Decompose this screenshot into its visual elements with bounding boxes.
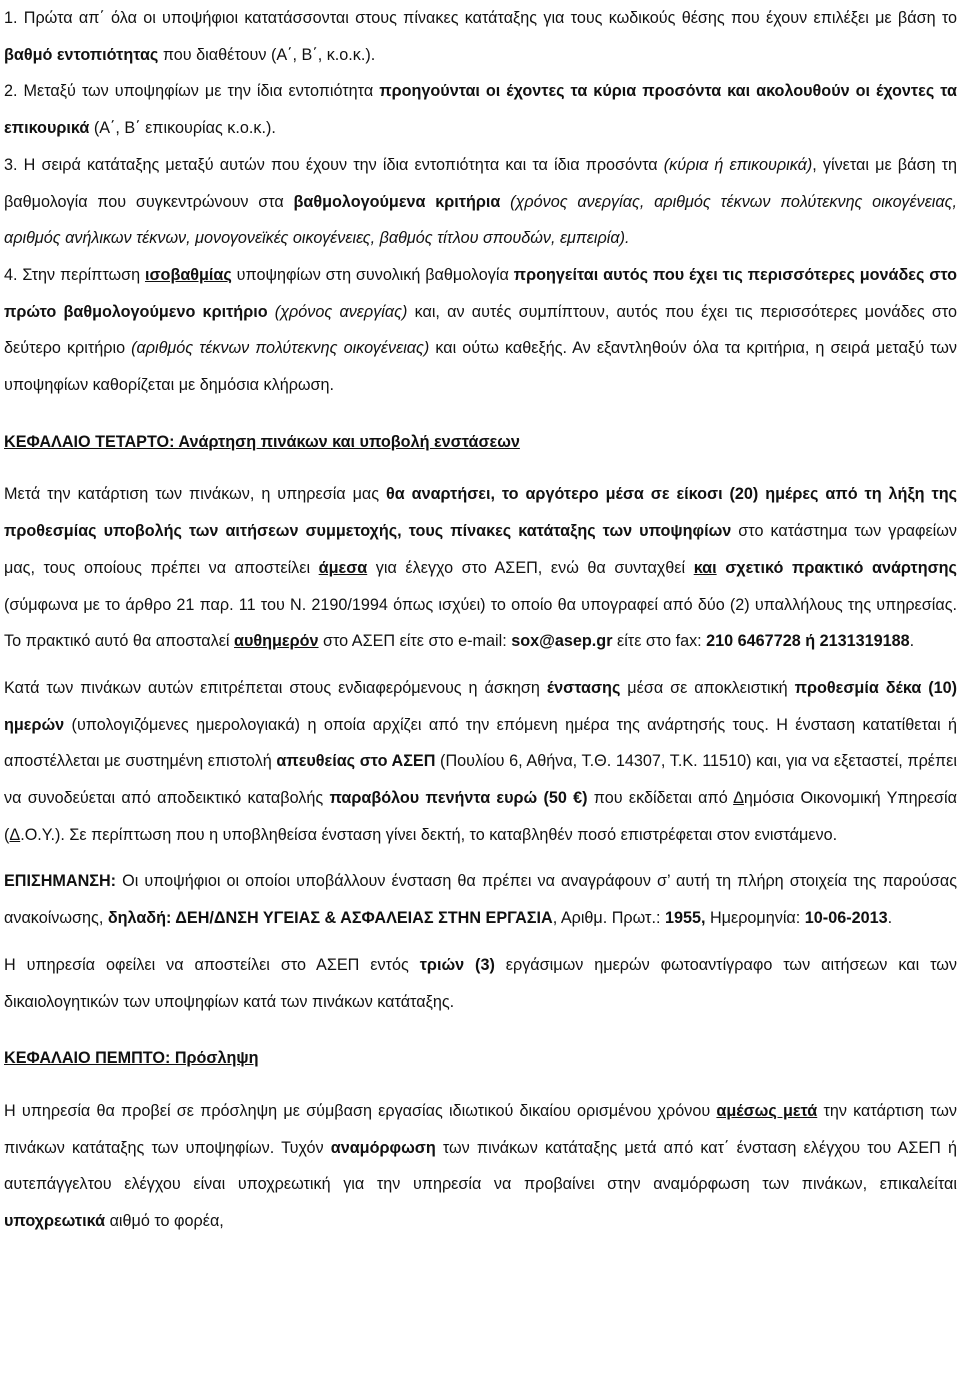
para-bold-text: αναμόρφωση bbox=[330, 1138, 436, 1157]
item-number: 2. bbox=[4, 82, 18, 101]
para-text: για έλεγχο στο ΑΣΕΠ, ενώ θα συνταχθεί bbox=[367, 558, 694, 577]
notice-label: ΕΠΙΣΗΜΑΝΣΗ: bbox=[4, 872, 117, 891]
para-text: .Ο.Υ.). Σε περίπτωση που η υποβληθείσα ένσταση γίνει δεκτή, το καταβληθέν ποσό επιστρέφεται στον ενιστάμενο. bbox=[20, 825, 838, 844]
fax-number: 210 6467728 ή 2131319188 bbox=[706, 632, 910, 651]
para-bold-underlined-text: άμεσα bbox=[318, 558, 368, 577]
para-underlined-letter: Δ bbox=[733, 789, 744, 808]
item-italic-text: (αριθμός τέκνων πολύτεκνης οικογένειας) bbox=[131, 339, 430, 358]
chapter-5-paragraph-1 bbox=[4, 1093, 957, 1240]
list-item-4 bbox=[4, 257, 957, 404]
para-text: Η υπηρεσία οφείλει να αποστείλει στο ΑΣΕΠ εντός bbox=[4, 955, 420, 974]
item-text: Μεταξύ των υποψηφίων με την ίδια εντοπιότητα bbox=[17, 82, 380, 101]
para-text: (υπολογιζόμενες ημερολογιακά) η οποία αρχίζει από την επόμενη ημέρα της ανάρτησής τους. Η ένσταση κατατίθεται ή αποστέλλεται με συστημένη επιστολή bbox=[4, 715, 957, 771]
item-number: 1. bbox=[4, 9, 18, 27]
para-text: στο ΑΣΕΠ είτε στο e-mail: bbox=[318, 632, 512, 651]
para-text: των πινάκων κατάταξης μετά από κατ΄ ένσταση ελέγχου του ΑΣΕΠ ή αυτεπάγγελτου ελέγχου είναι υποχρεωτική για την υπηρεσία να προβαίνει στην αναμόρφωση των πινάκων, επικαλείται bbox=[4, 1138, 957, 1194]
item-text: (Α΄, Β΄ επικουρίας κ.ο.κ.). bbox=[89, 119, 276, 138]
para-text: που εκδίδεται από bbox=[587, 789, 734, 808]
para-text: μέσα σε αποκλειστική bbox=[620, 678, 795, 697]
para-text: . bbox=[909, 632, 915, 651]
para-text: Ημερομηνία: bbox=[705, 909, 805, 928]
para-text: την κατάρτιση των πινάκων κατάταξης των υποψηφίων. Τυχόν bbox=[4, 1101, 958, 1157]
para-bold-text: δηλαδή: ΔΕΗ/ΔΝΣΗ ΥΓΕΙΑΣ & ΑΣΦΑΛΕΙΑΣ ΣΤΗΝ ΕΡΓΑΣΙΑ bbox=[107, 909, 553, 928]
para-bold-underlined-text: αμέσως μετά bbox=[716, 1101, 818, 1120]
para-bold-text: ένστασης bbox=[546, 678, 621, 697]
para-text: . bbox=[887, 909, 893, 928]
para-text: στο κατάστημα των γραφείων μας, τους οποίους πρέπει να αποστείλει bbox=[4, 522, 957, 577]
item-italic-text: (κύρια ή επικουρικά) bbox=[663, 155, 813, 174]
para-bold-text: απευθείας στο ΑΣΕΠ bbox=[276, 752, 436, 771]
para-text: Οι υποψήφιοι οι οποίοι υποβάλλουν ένσταση θα πρέπει να αναγράφουν σ’ αυτή τη πλήρη στοιχεία της παρούσας ανακοίνωσης, bbox=[4, 872, 957, 928]
para-text: εργάσιμων ημερών φωτοαντίγραφο των αιτήσεων και των δικαιολογητικών των υποψηφίων κατά των πινάκων κατάταξης. bbox=[4, 955, 958, 1011]
para-text: ημόσια Οικονομική Υπηρεσία ( bbox=[4, 789, 957, 844]
para-text: Μετά την κατάρτιση των πινάκων, η υπηρεσία μας bbox=[4, 485, 386, 504]
para-bold-text: τριών (3) bbox=[419, 955, 495, 974]
item-text: Πρώτα απ΄ όλα οι υποψήφιοι κατατάσσονται στους πίνακες κατάταξης για τους κωδικούς θέσης που έχουν επιλέξει με βάση το bbox=[17, 9, 957, 27]
item-bold-underlined-text: ισοβαθμίας bbox=[144, 265, 232, 284]
chapter-4-paragraph-1 bbox=[4, 476, 957, 660]
item-text: Η σειρά κατάταξης μεταξύ αυτών που έχουν την ίδια εντοπιότητα και τα ίδια προσόντα bbox=[17, 155, 664, 174]
para-text: Η υπηρεσία θα προβεί σε πρόσληψη με σύμβαση εργασίας ιδιωτικού δικαίου ορισμένου χρόνου bbox=[4, 1101, 717, 1120]
para-bold-text: παραβόλου πενήντα ευρώ (50 €) bbox=[329, 789, 588, 808]
item-text: Στην περίπτωση bbox=[17, 265, 145, 284]
list-item-3 bbox=[4, 147, 957, 257]
para-text: (σύμφωνα με το άρθρο 21 παρ. 11 του Ν. 2190/1994 όπως ισχύει) το οποίο θα υπογραφεί από δύο (2) υπαλλήλους της υπηρεσίας. Το πρακτικό αυτό θα αποσταλεί bbox=[4, 595, 957, 651]
email-address: sox@asep.gr bbox=[511, 632, 613, 651]
chapter-4-heading: ΚΕΦΑΛΑΙΟ ΤΕΤΑΡΤΟ: Ανάρτηση πινάκων και υποβολή ενστάσεων bbox=[4, 432, 520, 451]
item-italic-text: (χρόνος ανεργίας, αριθμός τέκνων πολύτεκνης οικογένειας, αριθμός ανήλικων τέκνων, μονογονεϊκές οικογένειες, βαθμός τίτλου σπουδών, εμπειρία). bbox=[4, 192, 958, 248]
item-number: 4. bbox=[4, 265, 18, 284]
para-text: Κατά των πινάκων αυτών επιτρέπεται στους ενδιαφερόμενους η άσκηση bbox=[4, 678, 547, 697]
notice-paragraph bbox=[4, 863, 957, 936]
item-text: , γίνεται με βάση τη βαθμολογία που συγκεντρώνουν στα bbox=[4, 155, 957, 211]
para-text: αιθμό το φορέα, bbox=[105, 1212, 224, 1231]
item-bold-text: βαθμό εντοπιότητας bbox=[4, 45, 159, 64]
para-bold-text: σχετικό πρακτικό ανάρτησης bbox=[725, 558, 957, 577]
para-bold-text: προθεσμία δέκα (10) ημερών bbox=[4, 678, 957, 734]
item-italic-text: (χρόνος ανεργίας) bbox=[267, 302, 408, 321]
notice-date: 10-06-2013 bbox=[804, 909, 888, 928]
para-bold-underlined-text: και bbox=[693, 558, 717, 577]
list-item-2 bbox=[4, 73, 957, 146]
item-text: και, αν αυτές συμπίπτουν, αυτός που έχει τις περισσότερες μονάδες στο δεύτερο κριτήριο bbox=[4, 302, 957, 358]
item-number: 3. bbox=[4, 155, 18, 174]
item-bold-text: βαθμολογούμενα κριτήρια bbox=[293, 192, 501, 211]
item-text: που διαθέτουν (Α΄, Β΄, κ.ο.κ.). bbox=[158, 45, 376, 64]
chapter-5-heading: ΚΕΦΑΛΑΙΟ ΠΕΜΠΤΟ: Πρόσληψη bbox=[4, 1049, 259, 1068]
chapter-4-paragraph-2 bbox=[4, 670, 957, 854]
para-text: είτε στο fax: bbox=[612, 632, 707, 651]
item-bold-text: προηγούνται οι έχοντες τα κύρια προσόντα και ακολουθούν οι έχοντες τα επικουρικά bbox=[4, 82, 957, 138]
item-text: και ούτω καθεξής. Αν εξαντληθούν όλα τα κριτήρια, η σειρά μεταξύ των υποψηφίων καθορίζεται με δημόσια κλήρωση. bbox=[4, 339, 958, 395]
para-text: (Πουλίου 6, Αθήνα, Τ.Θ. 14307, Τ.Κ. 11510) και, για να εξεταστεί, πρέπει να συνοδεύεται από αποδεικτικό καταβολής bbox=[4, 752, 957, 808]
item-text: υποψηφίων στη συνολική βαθμολογία bbox=[231, 265, 514, 284]
list-item-1 bbox=[4, 0, 957, 73]
para-underlined-letter: Δ bbox=[9, 825, 21, 844]
chapter-4-paragraph-3 bbox=[4, 947, 957, 1020]
para-text: , Αριθμ. Πρωτ.: bbox=[552, 909, 665, 928]
para-bold-text: θα αναρτήσει, το αργότερο μέσα σε είκοσι (20) ημέρες από τη λήξη της προθεσμίας υποβολής των αιτήσεων συμμετοχής, τους πίνακες κατάταξης των υποψηφίων bbox=[4, 485, 957, 541]
item-bold-text: προηγείται αυτός που έχει τις περισσότερες μονάδες στο πρώτο βαθμολογούμενο κριτήριο bbox=[4, 265, 957, 321]
protocol-number: 1955, bbox=[664, 909, 706, 928]
para-bold-underlined-text: αυθημερόν bbox=[234, 632, 319, 651]
para-bold-text: υποχρεωτικά bbox=[4, 1212, 106, 1231]
